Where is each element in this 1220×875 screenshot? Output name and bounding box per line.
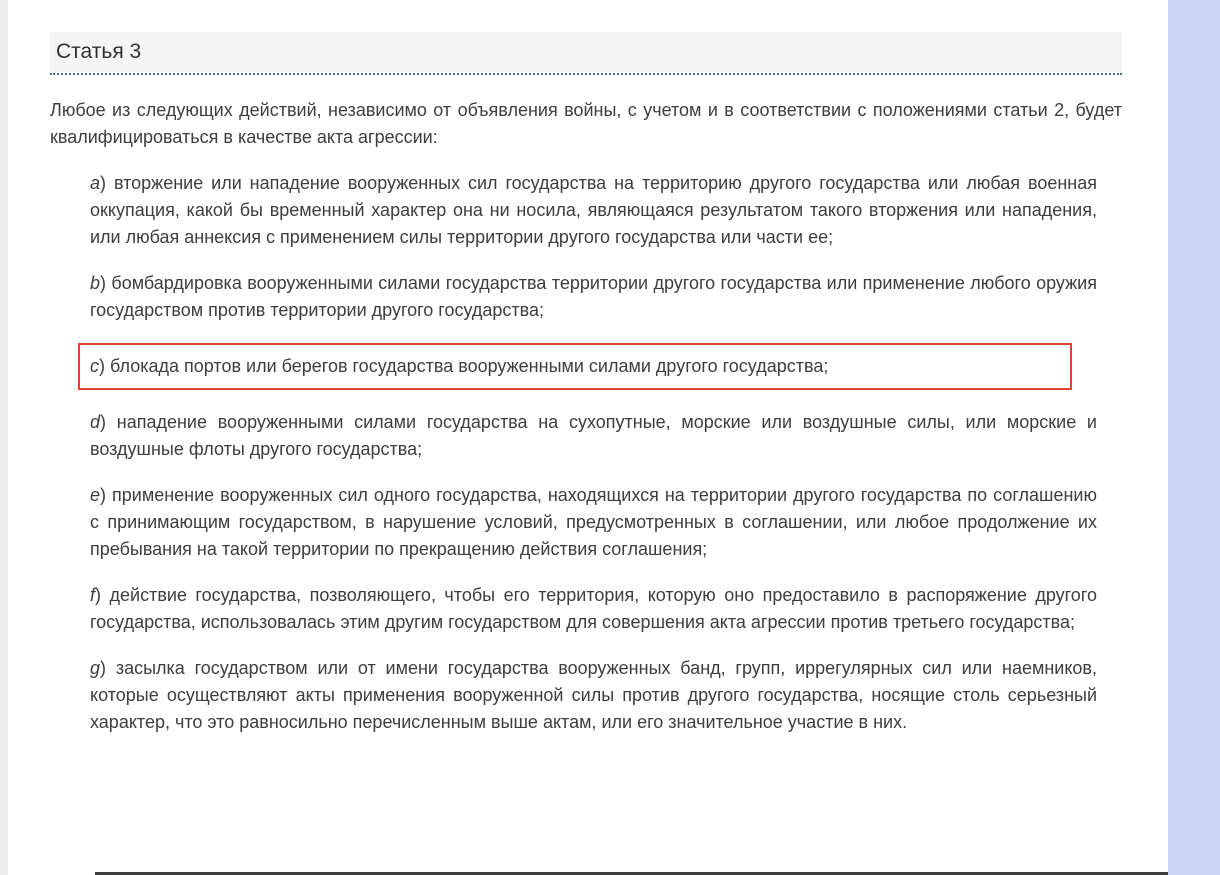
- article-intro: Любое из следующих действий, независимо от объявления войны, с учетом и в соответствии с положениями статьи 2, будет квалифицироваться в качестве акта агрессии:: [50, 100, 1122, 147]
- article-item-f: [90, 582, 1097, 636]
- item-text: блокада портов или берегов государства вооруженными силами другого государства;: [110, 356, 829, 376]
- article-item-b: [90, 270, 1097, 324]
- article-item-e: [90, 482, 1097, 563]
- article-item-d: [90, 409, 1097, 463]
- item-paren: ): [99, 356, 105, 376]
- article-item-a: [90, 170, 1097, 251]
- item-letter: d: [90, 412, 101, 432]
- item-letter: e: [90, 485, 101, 505]
- article-header: [50, 32, 1122, 75]
- item-paren: ): [100, 485, 107, 505]
- item-text: засылка государством или от имени государства вооруженных банд, групп, иррегулярных сил или наемников, которые осуществляют акты применения вооруженной силы против другого государства, носящие столь серьезный характер, что это равносильно перечисленным выше актам, или его значительное участие в них.: [90, 658, 1097, 732]
- item-letter: g: [90, 658, 101, 678]
- item-paren: ): [95, 585, 102, 605]
- item-text: применение вооруженных сил одного государства, находящихся на территории другого государства по соглашению с принимающим государством, в нарушение условий, предусмотренных в соглашении, или любое продолжение их пребывания на такой территории по прекращению действия соглашения;: [90, 485, 1097, 559]
- article-content: [50, 0, 1122, 736]
- item-text: нападение вооруженными силами государства на сухопутные, морские или воздушные силы, или морские и воздушные флоты другого государства;: [90, 412, 1097, 459]
- left-page-edge: [0, 0, 8, 875]
- item-paren: ): [100, 273, 107, 293]
- article-title: Статья 3: [56, 40, 142, 63]
- item-letter: c: [90, 356, 99, 376]
- item-text: бомбардировка вооруженными силами государства территории другого государства или применение любого оружия государством против территории другого государства;: [90, 273, 1097, 320]
- item-letter: b: [90, 273, 101, 293]
- article-item-g: [90, 655, 1097, 736]
- right-page-margin: [1168, 0, 1220, 875]
- item-text: действие государства, позволяющего, чтобы его территория, которую оно предоставило в распоряжение другого государства, использовалась этим другим государством для совершения акта агрессии против третьего государства;: [90, 585, 1097, 632]
- item-letter: a: [90, 173, 101, 193]
- item-paren: ): [100, 173, 107, 193]
- item-paren: ): [100, 658, 107, 678]
- article-item-c: [90, 353, 1060, 380]
- item-paren: ): [100, 412, 107, 432]
- highlight-box: [78, 343, 1072, 390]
- item-letter: f: [90, 585, 96, 605]
- item-text: вторжение или нападение вооруженных сил государства на территорию другого государства или любая военная оккупация, какой бы временный характер она ни носила, являющаяся результатом такого вторжения или нападения, или любая аннексия с применением силы территории другого государства или части ее;: [90, 173, 1097, 247]
